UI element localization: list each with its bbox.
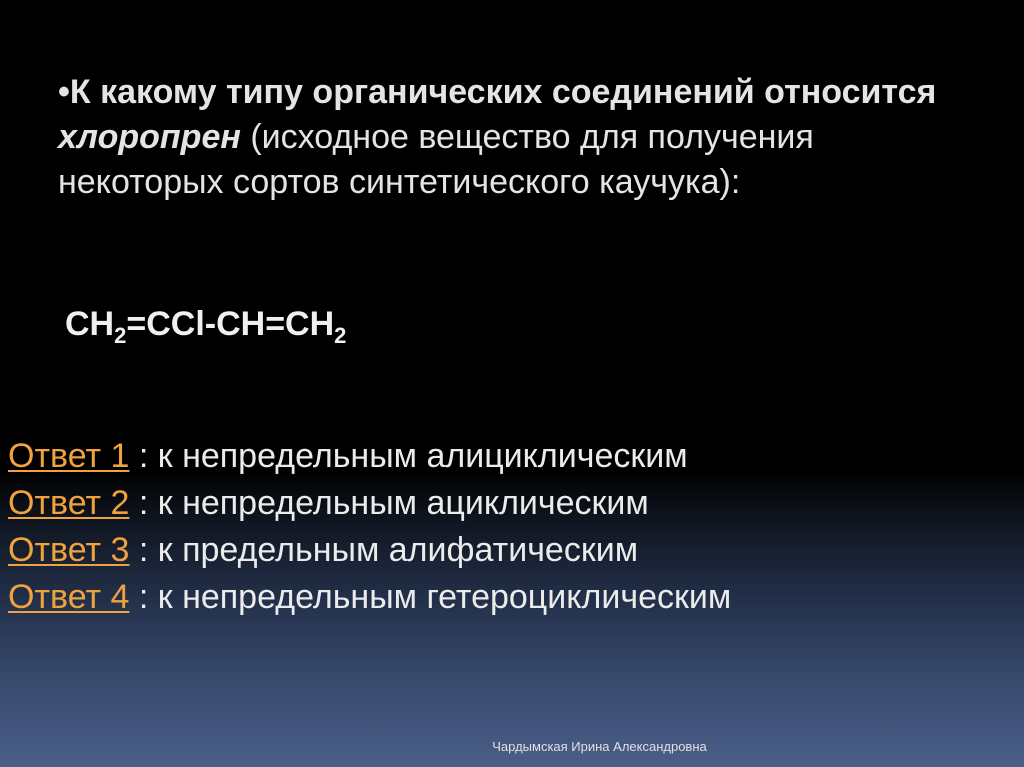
question-part2: (исходное вещество для получения некоторых сортов синтетического каучука): [58, 118, 814, 201]
author-footer: Чардымская Ирина Александровна [492, 739, 707, 754]
answer-1-link[interactable]: Ответ 1 [8, 437, 130, 475]
formula-part2: =CCl-CH=CH [126, 305, 335, 343]
answer-row-1 [8, 433, 731, 480]
chemical-formula [65, 305, 347, 348]
answer-row-3 [8, 527, 731, 574]
answer-3-link[interactable]: Ответ 3 [8, 531, 130, 569]
answer-4-link[interactable]: Ответ 4 [8, 578, 130, 616]
question-bullet: • [58, 73, 70, 111]
question-text [58, 70, 978, 205]
formula-sub2: 2 [334, 323, 347, 348]
formula-sub1: 2 [114, 323, 127, 348]
answer-list [8, 433, 731, 621]
answer-row-4 [8, 574, 731, 621]
answer-2-text: : к непредельным ациклическим [129, 484, 649, 522]
question-highlight: хлоропрен [58, 118, 241, 156]
answer-2-link[interactable]: Ответ 2 [8, 484, 130, 522]
answer-row-2 [8, 480, 731, 527]
formula-part1: CH [65, 305, 115, 343]
answer-3-text: : к предельным алифатическим [129, 531, 639, 569]
question-part1: К какому типу органических соединений относится [69, 73, 937, 111]
answer-4-text: : к непредельным гетероциклическим [129, 578, 732, 616]
answer-1-text: : к непредельным алициклическим [129, 437, 688, 475]
